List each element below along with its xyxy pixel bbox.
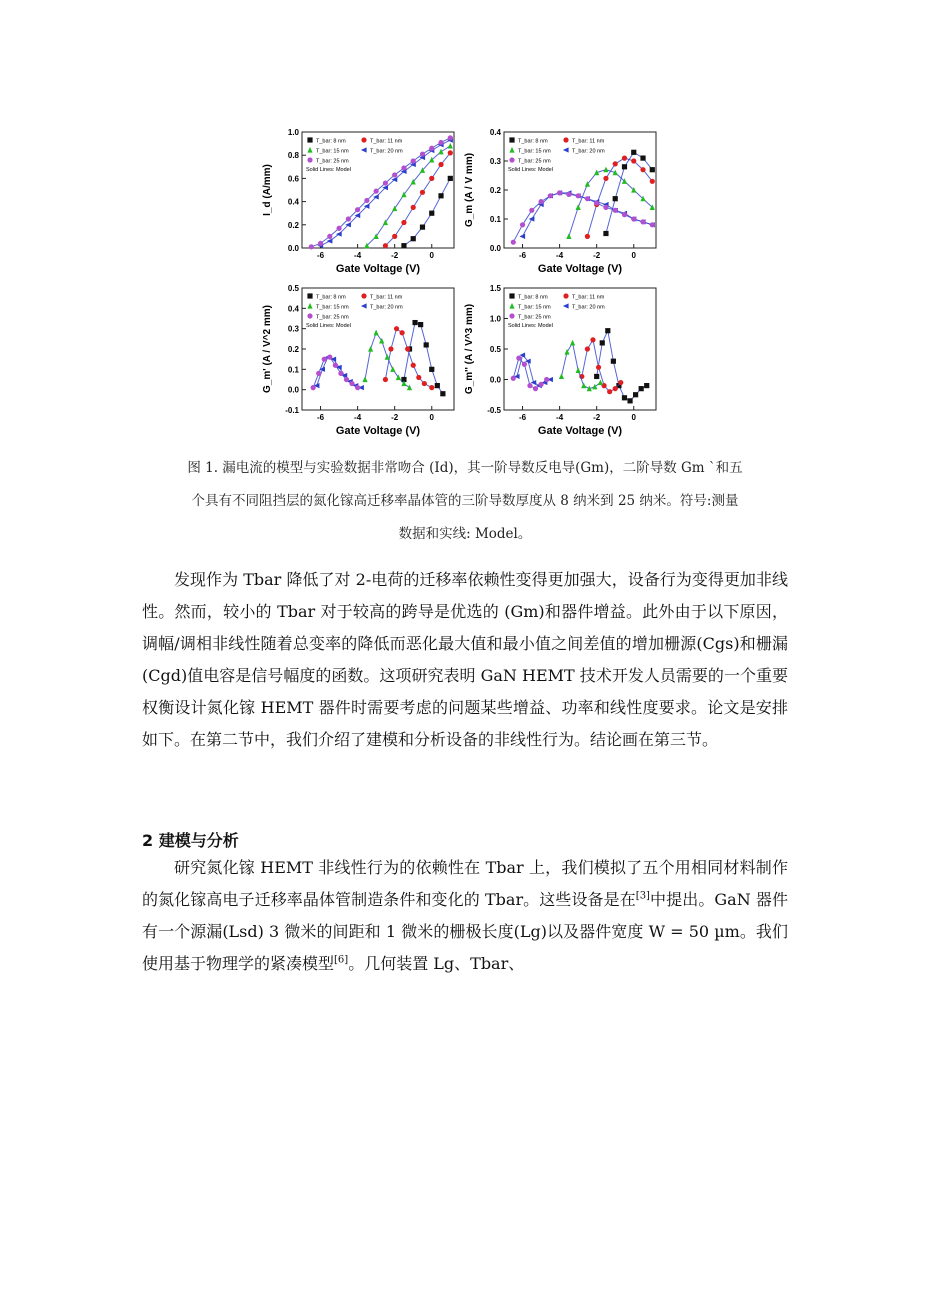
data-point xyxy=(618,380,623,385)
data-point xyxy=(355,207,360,212)
data-point xyxy=(338,371,343,376)
data-point xyxy=(611,359,616,364)
data-point xyxy=(650,179,655,184)
data-point xyxy=(529,208,534,213)
y-tick-label: 0.6 xyxy=(287,174,299,184)
x-axis-label: Gate Voltage (V) xyxy=(537,263,623,275)
data-point xyxy=(520,222,525,227)
data-point xyxy=(401,165,406,170)
data-point xyxy=(392,234,397,239)
x-tick-label: -6 xyxy=(518,251,527,260)
legend-label: T_bar: 20 nm xyxy=(572,304,605,311)
figure-caption-line-3: 数据和实线: Model。 xyxy=(398,526,532,542)
y-axis-label: I_d (A/mm) xyxy=(262,164,273,216)
y-tick-label: 0.3 xyxy=(287,324,299,334)
data-point xyxy=(424,342,429,347)
y-tick-label: 0.8 xyxy=(287,151,299,161)
data-point xyxy=(355,385,360,390)
data-point xyxy=(538,382,543,387)
data-point xyxy=(527,383,532,388)
data-point xyxy=(438,140,443,145)
data-point xyxy=(622,156,627,161)
legend-label: T_bar: 11 nm xyxy=(572,138,605,145)
legend-note: Solid Lines: Model xyxy=(508,323,553,329)
chart-id xyxy=(258,126,460,276)
x-tick-label: 0 xyxy=(429,251,434,260)
legend-label: T_bar: 11 nm xyxy=(370,138,403,145)
data-point xyxy=(420,190,425,195)
chart-gm xyxy=(460,126,662,276)
legend-label: T_bar: 15 nm xyxy=(518,304,551,311)
y-axis-label: G_m' (A / V^2 mm) xyxy=(262,305,273,393)
x-tick-label: -2 xyxy=(593,251,601,260)
legend-label: T_bar: 8 nm xyxy=(518,294,548,301)
data-point xyxy=(639,386,644,391)
legend-label: T_bar: 11 nm xyxy=(572,294,605,301)
figure-caption-line-2: 个具有不同阻挡层的氮化镓高迁移率晶体管的三阶导数厚度从 8 纳米到 25 纳米。符号:测量 xyxy=(191,493,739,509)
data-point xyxy=(383,243,388,248)
data-point xyxy=(590,337,595,342)
data-point xyxy=(622,395,627,400)
data-point xyxy=(613,196,618,201)
data-point xyxy=(420,225,425,230)
legend-marker xyxy=(563,293,568,298)
x-tick-label: 0 xyxy=(631,413,636,422)
chart-gm2 xyxy=(460,282,662,438)
data-point xyxy=(429,367,434,372)
data-point xyxy=(603,231,608,236)
data-point xyxy=(607,389,612,394)
section-2-text-c: 。几何装置 Lg、Tbar、 xyxy=(348,954,525,973)
data-point xyxy=(327,355,332,360)
y-tick-label: 0.0 xyxy=(287,244,299,253)
data-point xyxy=(640,167,645,172)
data-point xyxy=(650,167,655,172)
legend-note: Solid Lines: Model xyxy=(306,323,351,329)
data-point xyxy=(585,346,590,351)
x-tick-label: -2 xyxy=(391,413,399,422)
data-point xyxy=(600,340,605,345)
y-tick-label: -0.1 xyxy=(285,406,299,415)
legend-label: T_bar: 15 nm xyxy=(518,148,551,155)
x-tick-label: -2 xyxy=(391,251,399,260)
data-point xyxy=(585,234,590,239)
data-point xyxy=(613,208,618,213)
citation-3[interactable]: [3] xyxy=(635,890,650,902)
data-point xyxy=(411,363,416,368)
data-point xyxy=(383,377,388,382)
legend-label: T_bar: 15 nm xyxy=(316,304,349,311)
data-point xyxy=(412,320,417,325)
data-point xyxy=(522,362,527,367)
legend-marker xyxy=(509,157,514,162)
data-point xyxy=(309,244,314,249)
chart-gm1 xyxy=(258,282,460,438)
y-tick-label: 0.0 xyxy=(287,385,299,395)
data-point xyxy=(318,241,323,246)
section-2-text-b: 中提出。GaN 器件有一个源漏(Lsd) 3 微米的间距和 1 微米的栅极长度(Lg)以及器件宽度 W = 50 µm。我们使用基于物理学的紧凑模型 xyxy=(142,890,788,973)
x-tick-label: 0 xyxy=(429,413,434,422)
data-point xyxy=(374,189,379,194)
data-point xyxy=(613,161,618,166)
legend-note: Solid Lines: Model xyxy=(306,167,351,173)
data-point xyxy=(631,216,636,221)
y-tick-label: -0.5 xyxy=(487,406,501,415)
legend-label: T_bar: 20 nm xyxy=(572,148,605,155)
citation-6[interactable]: [6] xyxy=(334,954,349,966)
data-point xyxy=(327,234,332,239)
data-point xyxy=(416,375,421,380)
data-point xyxy=(644,383,649,388)
legend-marker xyxy=(563,137,568,142)
data-point xyxy=(364,198,369,203)
legend-label: T_bar: 11 nm xyxy=(370,294,403,301)
y-tick-label: 1.0 xyxy=(489,314,501,324)
legend-marker xyxy=(307,313,312,318)
data-point xyxy=(383,180,388,185)
x-tick-label: -2 xyxy=(593,413,601,422)
data-point xyxy=(411,205,416,210)
data-point xyxy=(429,146,434,151)
y-tick-label: 0.0 xyxy=(489,244,501,253)
legend-label: T_bar: 8 nm xyxy=(316,138,346,145)
legend-label: T_bar: 8 nm xyxy=(316,294,346,301)
data-point xyxy=(511,376,516,381)
data-point xyxy=(548,193,553,198)
data-point xyxy=(435,383,440,388)
x-tick-label: -4 xyxy=(354,413,362,422)
data-point xyxy=(511,240,516,245)
data-point xyxy=(311,385,316,390)
data-point xyxy=(333,363,338,368)
data-point xyxy=(585,196,590,201)
data-point xyxy=(422,381,427,386)
data-point xyxy=(544,377,549,382)
y-axis-label: G_m'' (A / V^3 mm) xyxy=(464,303,475,395)
y-tick-label: 0.5 xyxy=(287,284,299,293)
data-point xyxy=(448,135,453,140)
data-point xyxy=(640,156,645,161)
data-point xyxy=(399,330,404,335)
data-point xyxy=(633,392,638,397)
legend-label: T_bar: 25 nm xyxy=(316,158,349,165)
data-point xyxy=(650,222,655,227)
data-point xyxy=(440,391,445,396)
legend-marker xyxy=(361,293,366,298)
y-tick-label: 0.4 xyxy=(287,197,299,207)
legend-label: T_bar: 15 nm xyxy=(316,148,349,155)
data-point xyxy=(411,236,416,241)
data-point xyxy=(401,220,406,225)
figure-caption-line-1: 图 1. 漏电流的模型与实验数据非常吻合 (Id)，其一阶导数反电导(Gm)，二阶导数 Gm `和五 xyxy=(187,460,743,476)
data-point xyxy=(392,172,397,177)
figure-1 xyxy=(258,126,662,438)
data-point xyxy=(438,193,443,198)
y-tick-label: 1.5 xyxy=(489,284,501,293)
y-tick-label: 0.0 xyxy=(489,375,501,385)
data-point xyxy=(640,219,645,224)
section-2-paragraph-block xyxy=(142,852,788,980)
section-2-text-a: 研究氮化镓 HEMT 非线性行为的依赖性在 Tbar 上，我们模拟了五个用相同材料制作的氮化镓高电子迁移率晶体管制造条件和变化的 Tbar。这些设备是在 xyxy=(142,858,788,909)
data-point xyxy=(429,211,434,216)
y-tick-label: 0.1 xyxy=(287,365,299,375)
data-point xyxy=(596,365,601,370)
data-point xyxy=(344,377,349,382)
data-point xyxy=(429,385,434,390)
legend-marker xyxy=(307,157,312,162)
data-point xyxy=(613,386,618,391)
legend-marker xyxy=(509,137,514,142)
data-point xyxy=(388,346,393,351)
legend-marker xyxy=(509,293,514,298)
data-point xyxy=(322,357,327,362)
data-point xyxy=(394,326,399,331)
y-tick-label: 0.4 xyxy=(489,128,501,137)
x-tick-label: 0 xyxy=(631,251,636,260)
legend-marker xyxy=(307,293,312,298)
data-point xyxy=(576,193,581,198)
x-axis-label: Gate Voltage (V) xyxy=(537,425,623,437)
data-point xyxy=(411,158,416,163)
data-point xyxy=(349,381,354,386)
data-point xyxy=(438,162,443,167)
legend-label: T_bar: 25 nm xyxy=(518,314,551,321)
data-point xyxy=(533,386,538,391)
data-point xyxy=(429,176,434,181)
y-tick-label: 0.2 xyxy=(489,186,501,195)
data-point xyxy=(603,176,608,181)
y-tick-label: 1.0 xyxy=(287,128,299,137)
y-tick-label: 0.2 xyxy=(287,345,299,354)
data-point xyxy=(418,322,423,327)
y-tick-label: 0.5 xyxy=(489,345,501,354)
x-tick-label: -6 xyxy=(316,413,325,422)
data-point xyxy=(622,164,627,169)
data-point xyxy=(346,216,351,221)
y-axis-label: G_m (A / V mm) xyxy=(464,152,475,228)
x-tick-label: -6 xyxy=(518,413,527,422)
data-point xyxy=(336,226,341,231)
data-point xyxy=(448,150,453,155)
paragraph-1: 发现作为 Tbar 降低了对 2-电荷的迁移率依赖性变得更加强大，设备行为变得更加非线性。然而，较小的 Tbar 对于较高的跨导是优选的 (Gm)和器件增益。此外由于以下原因，调幅/调相非线性随着总变率的降低而恶化最大值和最小值之间差值的增加栅源(Cgs)和栅漏(Cgd)值电容是信号幅度的函数。这项研究表明 GaN HEMT 技术开发人员需要的一个重要权衡设计氮化镓 HEMT 器件时需要考虑的问题某些增益、功率和线性度要求。论文是安排如下。在第二节中，我们介绍了建模和分析设备的非线性行为。结论画在第三节。 xyxy=(142,570,788,749)
y-tick-label: 0.4 xyxy=(287,304,299,314)
x-tick-label: -6 xyxy=(316,251,325,260)
data-point xyxy=(316,371,321,376)
legend-note: Solid Lines: Model xyxy=(508,167,553,173)
data-point xyxy=(605,328,610,333)
legend-label: T_bar: 8 nm xyxy=(518,138,548,145)
data-point xyxy=(401,243,406,248)
data-point xyxy=(538,199,543,204)
legend-label: T_bar: 20 nm xyxy=(370,304,403,311)
data-point xyxy=(516,356,521,361)
data-point xyxy=(631,158,636,163)
x-tick-label: -4 xyxy=(354,251,362,260)
legend-marker xyxy=(361,137,366,142)
section-2-paragraph xyxy=(142,852,788,980)
legend-label: T_bar: 25 nm xyxy=(518,158,551,165)
x-tick-label: -4 xyxy=(556,251,564,260)
y-tick-label: 0.1 xyxy=(489,215,501,224)
data-point xyxy=(420,151,425,156)
y-tick-label: 0.3 xyxy=(489,157,501,166)
legend-marker xyxy=(307,137,312,142)
data-point xyxy=(405,346,410,351)
section-2-heading: 2 建模与分析 xyxy=(142,831,239,850)
y-tick-label: 0.2 xyxy=(287,220,299,230)
data-point xyxy=(594,374,599,379)
data-point xyxy=(594,200,599,205)
paragraph-1-block xyxy=(142,564,788,756)
x-axis-label: Gate Voltage (V) xyxy=(335,263,421,275)
data-point xyxy=(627,398,632,403)
data-point xyxy=(631,150,636,155)
data-point xyxy=(603,205,608,210)
data-point xyxy=(448,176,453,181)
data-point xyxy=(566,192,571,197)
legend-label: T_bar: 20 nm xyxy=(370,148,403,155)
data-point xyxy=(622,212,627,217)
data-point xyxy=(557,190,562,195)
x-axis-label: Gate Voltage (V) xyxy=(335,425,421,437)
legend-marker xyxy=(509,313,514,318)
x-tick-label: -4 xyxy=(556,413,564,422)
legend-label: T_bar: 25 nm xyxy=(316,314,349,321)
